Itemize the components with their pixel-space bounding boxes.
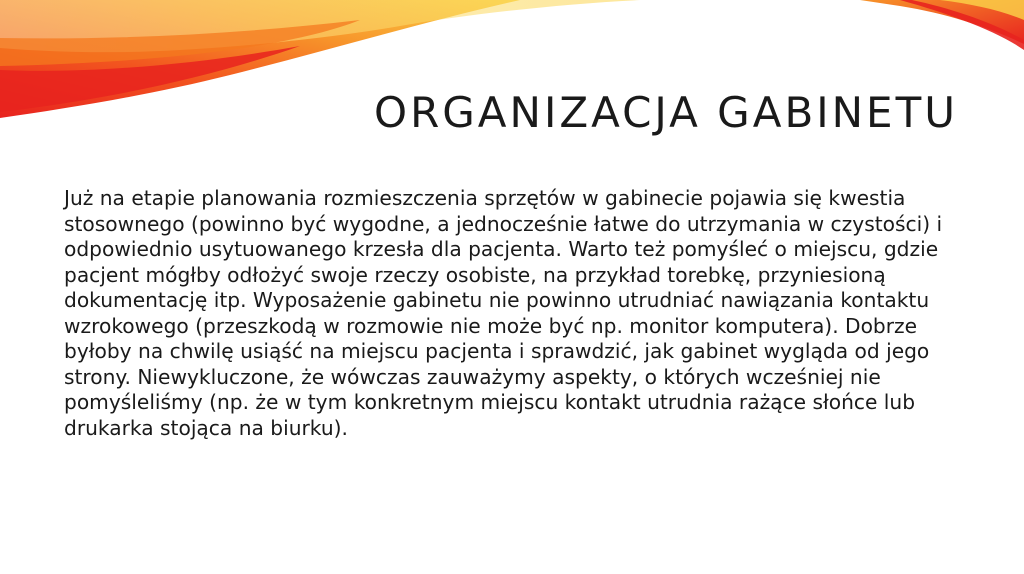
slide-title: ORGANIZACJA GABINETU [374,88,958,137]
slide-body-text: Już na etapie planowania rozmieszczenia sprzętów w gabinecie pojawia się kwestia stosownego (powinno być wygodne, a jednocześnie łatwe do utrzymania w czystości) i odpowiednio usytuowanego krzesła dla pacjenta. Warto też pomyśleć o miejscu, gdzie pacjent mógłby odłożyć swoje rzeczy osobiste, na przykład torebkę, przyniesioną dokumentację itp. Wyposażenie gabinetu nie powinno utrudniać nawiązania kontaktu wzrokowego (przeszkodą w rozmowie nie może być np. monitor komputera). Dobrze byłoby na chwilę usiąść na miejscu pacjenta i sprawdzić, jak gabinet wygląda od jego strony. Niewykluczone, że wówczas zauważymy aspekty, o których wcześniej nie pomyśleliśmy (np. że w tym konkretnym miejscu kontakt utrudnia rażące słońce lub drukarka stojąca na biurku). [64,186,943,440]
